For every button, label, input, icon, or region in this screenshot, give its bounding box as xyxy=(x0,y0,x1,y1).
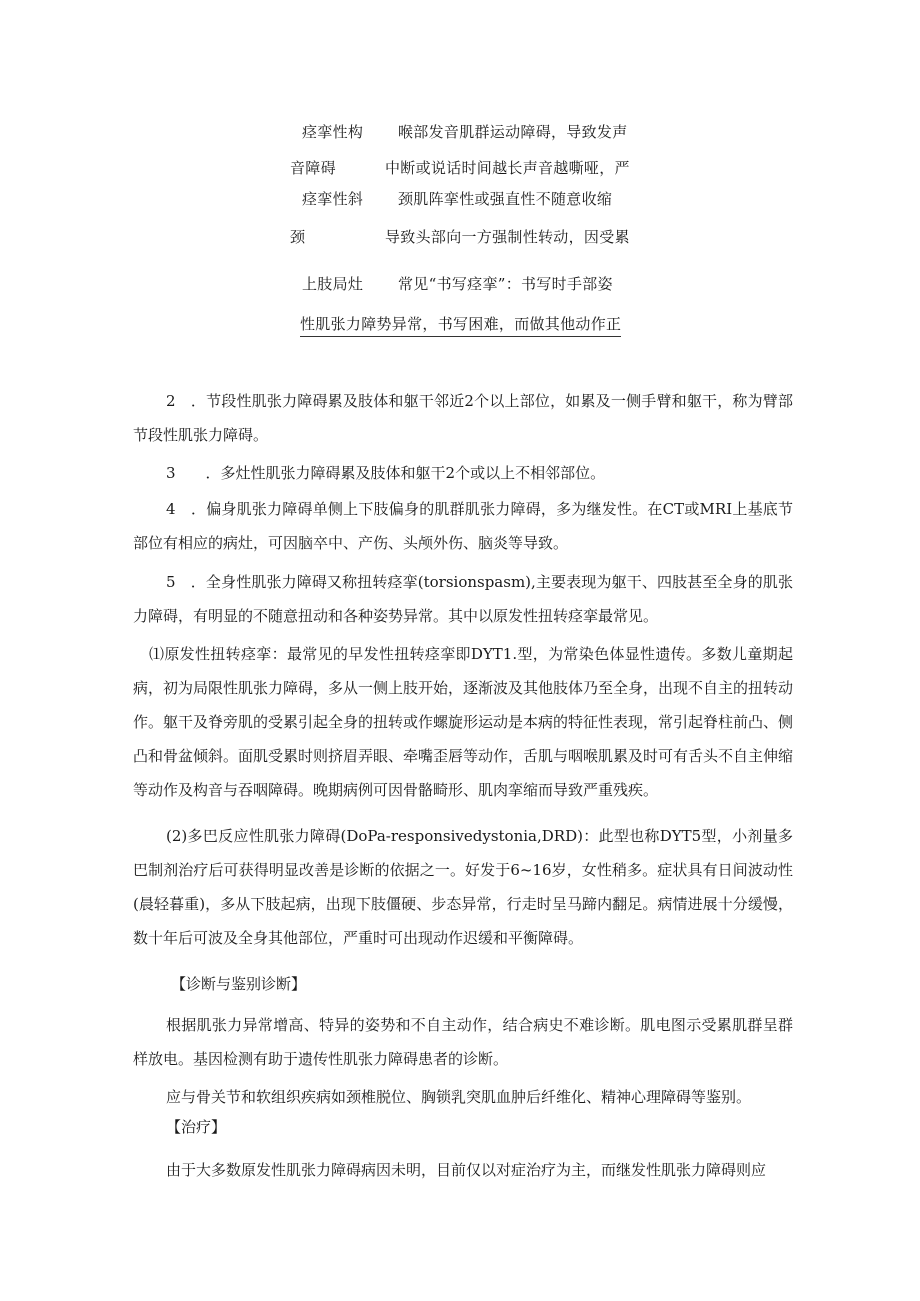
table-cell-right-3: 颈肌阵挛性或强直性不随意收缩 xyxy=(398,190,613,208)
paragraph-diagnosis: 根据肌张力异常增高、特异的姿势和不自主动作，结合病史不难诊断。肌电图示受累肌群呈群样放电。基因检测有助于遗传性肌张力障碍患者的诊断。 xyxy=(133,1016,793,1068)
paragraph-generalized: 5 ．全身性肌张力障碍又称扭转痉挛(torsionspasm),主要表现为躯干、四肢甚至全身的肌张力障碍，有明显的不随意扭动和各种姿势异常。其中以原发性扭转痉挛最常见。 xyxy=(133,573,793,625)
table-cell-left-1: 痉挛性构 xyxy=(302,123,364,141)
table-cell-left-4: 颈 xyxy=(290,228,306,246)
paragraph-hemi: 4 ．偏身肌张力障碍单侧上下肢偏身的肌群肌张力障碍，多为继发性。在CT或MRI上基底节部位有相应的病灶，可因脑卒中、产伤、头颅外伤、脑炎等导致。 xyxy=(133,500,793,552)
section-heading-treatment: 【治疗】 xyxy=(166,1118,227,1136)
section-heading-diagnosis: 【诊断与鉴别诊断】 xyxy=(171,975,307,993)
paragraph-multifocal: 3 ．多灶性肌张力障碍累及肢体和躯干2个或以上不相邻部位。 xyxy=(166,464,606,482)
table-cell-left-5: 上肢局灶 xyxy=(302,275,364,293)
paragraph-treatment: 由于大多数原发性肌张力障碍病因未明，目前仅以对症治疗为主，而继发性肌张力障碍则应 xyxy=(166,1161,767,1179)
paragraph-differential: 应与骨关节和软组织疾病如颈椎脱位、胸锁乳突肌血肿后纤维化、精神心理障碍等鉴别。 xyxy=(166,1088,752,1106)
table-cell-right-2: 中断或说话时间越长声音越嘶哑，严 xyxy=(385,159,630,177)
table-cell-right-5: 常见“书写痉挛”：书写时手部姿 xyxy=(398,275,613,293)
table-cell-right-4: 导致头部向一方强制性转动，因受累 xyxy=(385,228,630,246)
paragraph-primary-torsion: ⑴原发性扭转痉挛：最常见的早发性扭转痉挛即DYT1.型，为常染色体显性遗传。多数儿童期起病，初为局限性肌张力障碍，多从一侧上肢开始，逐渐波及其他肢体乃至全身，出现不自主的扭转动作。躯干及脊旁肌的受累引起全身的扭转或作螺旋形运动是本病的特征性表现，常引起脊柱前凸、侧凸和骨盆倾斜。面肌受累时则挤眉弄眼、牵嘴歪唇等动作，舌肌与咽喉肌累及时可有舌头不自主伸缩等动作及构音与吞咽障碍。晚期病例可因骨骼畸形、肌肉挛缩而导致严重残疾。 xyxy=(133,645,794,799)
paragraph-segmental: 2 ．节段性肌张力障碍累及肢体和躯干邻近2个以上部位，如累及一侧手臂和躯干，称为臂部节段性肌张力障碍。 xyxy=(133,392,793,444)
table-cell-left-2: 音障碍 xyxy=(290,159,336,177)
table-cell-right-1: 喉部发音肌群运动障碍，导致发声 xyxy=(398,123,628,141)
table-underlined-row: 性肌张力障势异常，书写困难，而做其他动作正 xyxy=(300,313,621,337)
table-cell-left-3: 痉挛性斜 xyxy=(302,190,364,208)
paragraph-dopa-responsive: (2)多巴反应性肌张力障碍(DoPa-responsivedystonia,DRD)：此型也称DYT5型，小剂量多巴制剂治疗后可获得明显改善是诊断的依据之一。好发于6~16岁，女性稍多。症状具有日间波动性(晨轻暮重)，多从下肢起病，出现下肢僵硬、步态异常，行走时呈马蹄内翻足。病情进展十分缓慢，数十年后可波及全身其他部位，严重时可出现动作迟缓和平衡障碍。 xyxy=(133,827,793,947)
